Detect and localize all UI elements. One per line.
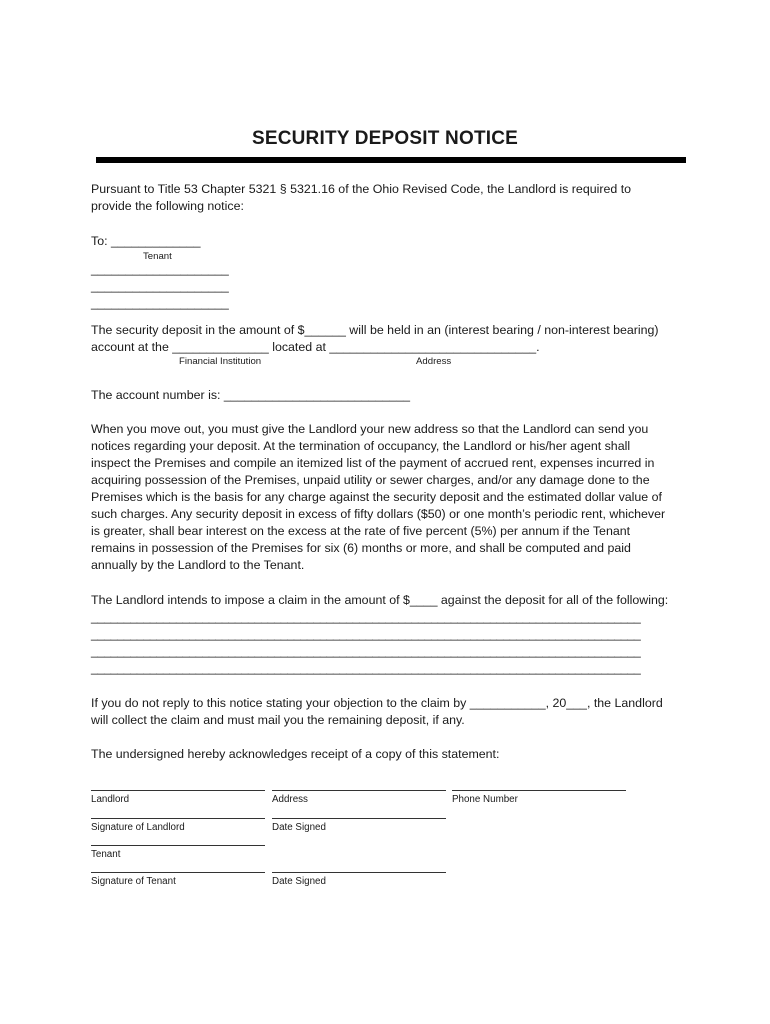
title-rule [96,157,686,163]
move-out-line: Premises which is the basis for any charge against the security deposit and the estimated dollar value of [91,490,662,504]
claim-blank-2: ____________________________________________________________________________________ [91,627,641,641]
address-blank-2: ____________________ [91,279,229,293]
signature-of-landlord-label: Signature of Landlord [91,822,185,833]
signature-of-tenant-line [91,872,265,873]
move-out-line: remains in possession of the Premises for six (6) months or more, and shall be computed and paid [91,541,631,555]
landlord-signature-line [91,790,265,791]
claim-blank-1: ____________________________________________________________________________________ [91,610,641,624]
address-signature-line [272,790,446,791]
move-out-line: annually by the Landlord to the Tenant. [91,558,305,572]
signature-of-tenant-label: Signature of Tenant [91,876,176,887]
phone-number-label: Phone Number [452,794,518,805]
move-out-line: notices regarding your deposit. At the termination of occupancy, the Landlord or his/her agent shall [91,439,631,453]
landlord-label: Landlord [91,794,130,805]
intro-line-1: Pursuant to Title 53 Chapter 5321 § 5321.16 of the Ohio Revised Code, the Landlord is required to [91,182,632,196]
move-out-paragraph [91,421,691,574]
phone-signature-line [452,790,626,791]
tenant-sig-label: Tenant [91,849,121,860]
document-title: SECURITY DEPOSIT NOTICE [251,128,519,149]
deposit-line-2: account at the ______________ located at ______________________________. [91,340,540,354]
claim-line: The Landlord intends to impose a claim in the amount of $____ against the deposit for all of the following: [91,593,669,607]
claim-blank-4: ____________________________________________________________________________________ [91,661,641,675]
address-blank-1: ____________________ [91,262,229,276]
financial-institution-label: Financial Institution [179,356,262,367]
tenant-signature-line [91,845,265,846]
date-signed-label-1: Date Signed [272,822,326,833]
move-out-line: such charges. Any security deposit in excess of fifty dollars ($50) or one month’s periodic rent, whichever [91,507,666,521]
intro-line-2: provide the following notice: [91,199,244,213]
move-out-line: inspect the Premises and compile an itemized list of the payment of accrued rent, expenses incurred in [91,456,655,470]
tenant-label: Tenant [143,251,172,262]
deposit-line-1: The security deposit in the amount of $______ will be held in an (interest bearing / non-interest bearing) [91,323,659,337]
account-number-line: The account number is: ___________________________ [91,388,410,402]
to-line: To: _____________ [91,234,201,248]
address-blank-3: ____________________ [91,296,229,310]
date-signed-line-1 [272,818,446,819]
move-out-line: acquiring possession of the Premises, unpaid utility or sewer charges, and/or any damage done to the [91,473,650,487]
move-out-line: When you move out, you must give the Landlord your new address so that the Landlord can send you [91,422,649,436]
acknowledge-line: The undersigned hereby acknowledges receipt of a copy of this statement: [91,747,500,761]
date-signed-label-2: Date Signed [272,876,326,887]
move-out-line: is greater, shall bear interest on the excess at the rate of five percent (5%) per annum if the Tenant [91,524,631,538]
claim-blank-3: ____________________________________________________________________________________ [91,644,641,658]
reply-line-1: If you do not reply to this notice stating your objection to the claim by ___________, 20___, the Landlord [91,696,663,710]
reply-line-2: will collect the claim and must mail you the remaining deposit, if any. [91,713,465,727]
address-label: Address [416,356,452,367]
signature-of-landlord-line [91,818,265,819]
date-signed-line-2 [272,872,446,873]
address-sig-label: Address [272,794,308,805]
